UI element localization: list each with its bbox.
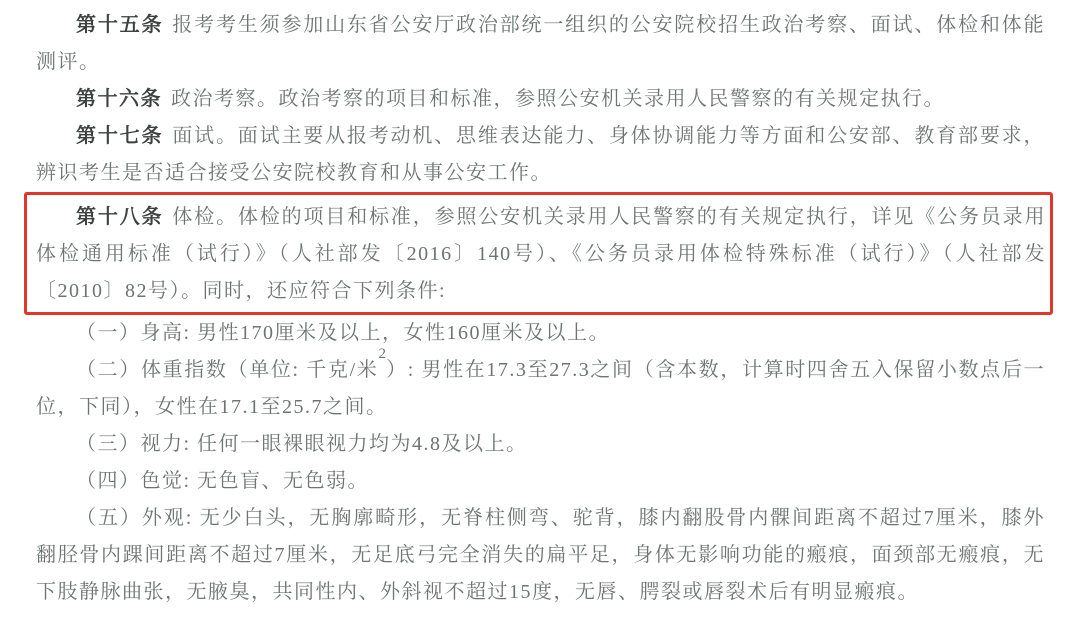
article-15-text: 报考考生须参加山东省公安厅政治部统一组织的公安院校招生政治考察、面试、体检和体能测评。: [36, 14, 1046, 73]
article-18-number-label: 第十八条: [76, 206, 164, 228]
article-16-paragraph: [36, 81, 1045, 118]
highlight-box: [24, 192, 1053, 315]
article-15-number-label: 第十五条: [76, 14, 164, 36]
condition-item-vision: [36, 426, 1045, 463]
condition-item-color-vision-text: （四）色觉: 无色盲、无色弱。: [76, 470, 370, 492]
article-16-number-label: 第十六条: [76, 88, 162, 110]
bmi-superscript: 2: [378, 346, 386, 363]
article-18-paragraph: [36, 199, 1046, 310]
article-15-paragraph: [36, 7, 1045, 81]
condition-item-color-vision: [36, 463, 1045, 500]
article-17-paragraph: [36, 118, 1045, 192]
condition-item-bmi-text-after: ）: 男性在17.3至27.3之间（含本数，计算时四舍五入保留小数点后一位，下同），女性在17.1至25.7之间。: [36, 359, 1045, 418]
article-18-text: 体检。体检的项目和标准，参照公安机关录用人民警察的有关规定执行，详见《公务员录用体检通用标准（试行）》（人社部发〔2016〕140号）、《公务员录用体检特殊标准（试行）》（人社部发〔2010〕82号）。同时，还应符合下列条件:: [36, 206, 1047, 302]
article-16-text: 政治考察。政治考察的项目和标准，参照公安机关录用人民警察的有关规定执行。: [171, 88, 945, 110]
condition-item-vision-text: （三）视力: 任何一眼裸眼视力均为4.8及以上。: [76, 433, 528, 455]
condition-item-appearance: [36, 500, 1045, 611]
article-17-text: 面试。面试主要从报考动机、思维表达能力、身体协调能力等方面和公安部、教育部要求，辨识考生是否适合接受公安院校教育和从事公安工作。: [36, 125, 1046, 184]
condition-item-appearance-text: （五）外观: 无少白头，无胸廓畸形，无脊柱侧弯、驼背，膝内翻股骨内髁间距离不超过7厘米，膝外翻胫骨内踝间距离不超过7厘米，无足底弓完全消失的扁平足，身体无影响功能的瘢痕，面颈部无瘢痕，无下肢静脉曲张，无腋臭，共同性内、外斜视不超过15度，无唇、腭裂或唇裂术后有明显瘢痕。: [36, 507, 1045, 603]
condition-item-height-text: （一）身高: 男性170厘米及以上，女性160厘米及以上。: [76, 322, 611, 344]
condition-item-bmi-text-before: （二）体重指数（单位: 千克/米: [76, 359, 379, 381]
article-17-number-label: 第十七条: [76, 125, 164, 147]
condition-item-bmi: [36, 346, 1045, 426]
condition-item-height: [36, 315, 1045, 352]
